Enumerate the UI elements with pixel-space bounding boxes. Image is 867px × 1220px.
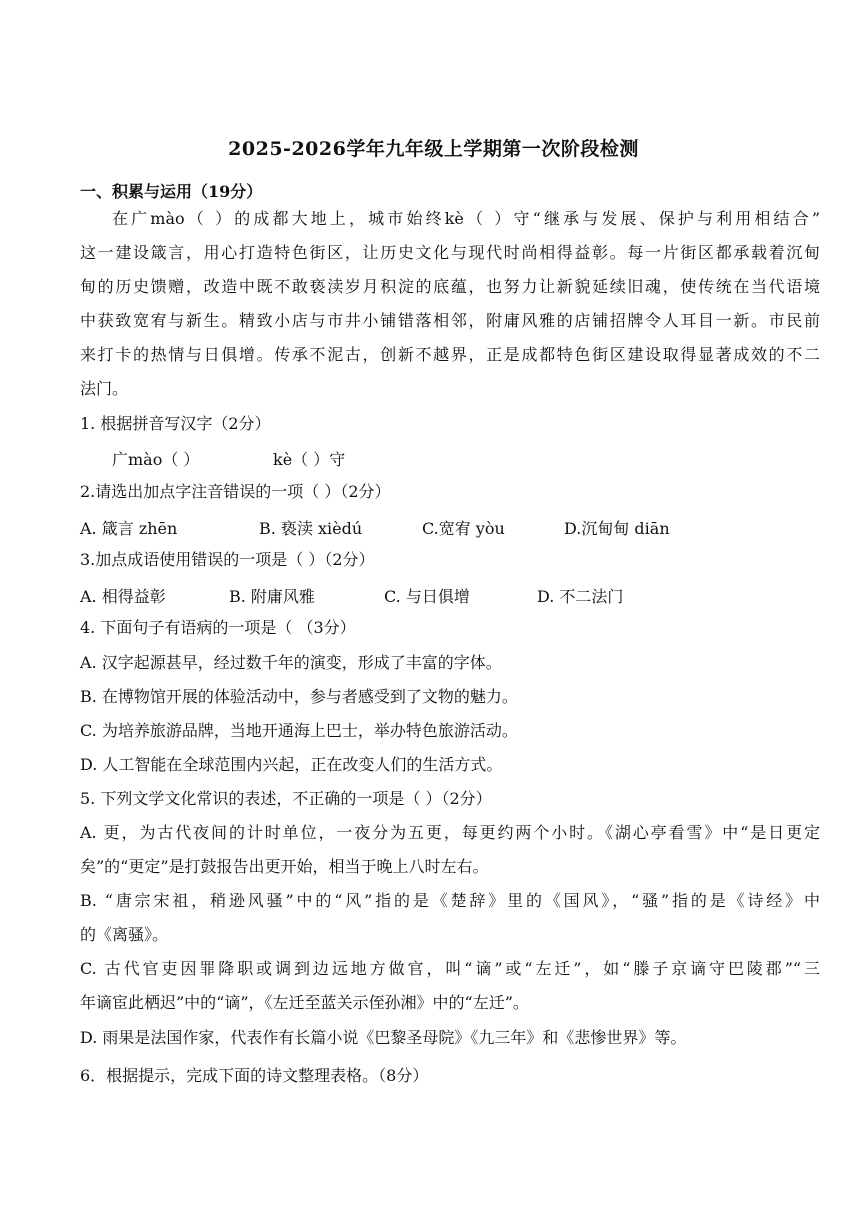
passage-line-3: 甸的历史馈赠，改造中既不敢亵渎岁月积淀的底蕴，也努力让新貌延续旧魂，使传统在当代语境 <box>80 277 820 296</box>
q3-option-c: C. 与日俱增 <box>384 587 470 606</box>
q5-option-a-line-1: A. 更，为古代夜间的计时单位，一夜分为五更，每更约两个小时。《湖心亭看雪》中“是日更定 <box>80 823 820 842</box>
section-heading: 一、积累与运用（19分） <box>80 182 263 201</box>
q3-option-b: B. 附庸风雅 <box>229 587 315 606</box>
passage-line-5: 来打卡的热情与日俱增。传承不泥古，创新不越界，正是成都特色街区建设取得显著成效的不二 <box>80 345 820 364</box>
q2-stem: 2.请选出加点字注音错误的一项（ ）（2分） <box>80 482 391 501</box>
q2-option-c: C.宽宥 yòu <box>422 519 505 538</box>
q5-option-d: D. 雨果是法国作家，代表作有长篇小说《巴黎圣母院》《九三年》和《悲惨世界》等。 <box>80 1028 687 1047</box>
q3-option-a: A. 相得益彰 <box>80 587 166 606</box>
passage-line-6: 法门。 <box>80 379 129 398</box>
q4-stem: 4. 下面句子有语病的一项是（ （3分） <box>80 618 356 637</box>
q3-option-d: D. 不二法门 <box>537 587 624 606</box>
q2-option-b: B. 亵渎 xièdú <box>259 519 363 538</box>
q2-option-a: A. 箴言 zhēn <box>80 519 178 538</box>
q3-stem: 3.加点成语使用错误的一项是（ ）（2分） <box>80 550 375 569</box>
q5-option-c-line-1: C. 古代官吏因罪降职或调到边远地方做官，叫“谪”或“左迁”，如“滕子京谪守巴陵郡”“三 <box>80 959 820 978</box>
q4-option-b: B. 在博物馆开展的体验活动中，参与者感受到了文物的魅力。 <box>80 687 518 706</box>
q1-item-2: kè（ ）守 <box>273 450 346 469</box>
q2-option-d: D.沉甸甸 diān <box>564 519 670 538</box>
exam-title: 2025-2026学年九年级上学期第一次阶段检测 <box>228 138 639 160</box>
passage-line-2: 这一建设箴言，用心打造特色街区，让历史文化与现代时尚相得益彰。每一片街区都承载着沉甸 <box>80 243 820 262</box>
q5-stem: 5. 下列文学文化常识的表述，不正确的一项是（ ）（2分） <box>80 789 492 808</box>
q5-option-c-line-2: 年谪宦此栖迟”中的“谪”，《左迁至蓝关示侄孙湘》中的“左迁”。 <box>80 993 529 1012</box>
q5-option-a-line-2: 矣”的“更定”是打鼓报告出更开始，相当于晚上八时左右。 <box>80 857 489 876</box>
passage-line-4: 中获致宽宥与新生。精致小店与市井小铺错落相邻，附庸风雅的店铺招牌令人耳目一新。市民前 <box>80 311 820 330</box>
q4-option-c: C. 为培养旅游品牌，当地开通海上巴士，举办特色旅游活动。 <box>80 721 518 740</box>
q1-stem: 1. 根据拼音写汉字（2分） <box>80 414 271 433</box>
q5-option-b-line-2: 的《离骚》。 <box>80 925 169 944</box>
q5-option-b-line-1: B. “唐宗宋祖，稍逊风骚”中的“风”指的是《楚辞》里的《国风》，“骚”指的是《诗经》中 <box>80 891 820 910</box>
q4-option-a: A. 汉字起源甚早，经过数千年的演变，形成了丰富的字体。 <box>80 653 502 672</box>
passage-line-1: 在广mào（ ）的成都大地上，城市始终kè（ ）守“继承与发展、保护与利用相结合” <box>112 209 820 228</box>
q6-stem: 6．根据提示，完成下面的诗文整理表格。（8分） <box>80 1066 429 1085</box>
q4-option-d: D. 人工智能在全球范围内兴起，正在改变人们的生活方式。 <box>80 755 503 774</box>
q1-item-1: 广mào（ ） <box>112 450 200 469</box>
